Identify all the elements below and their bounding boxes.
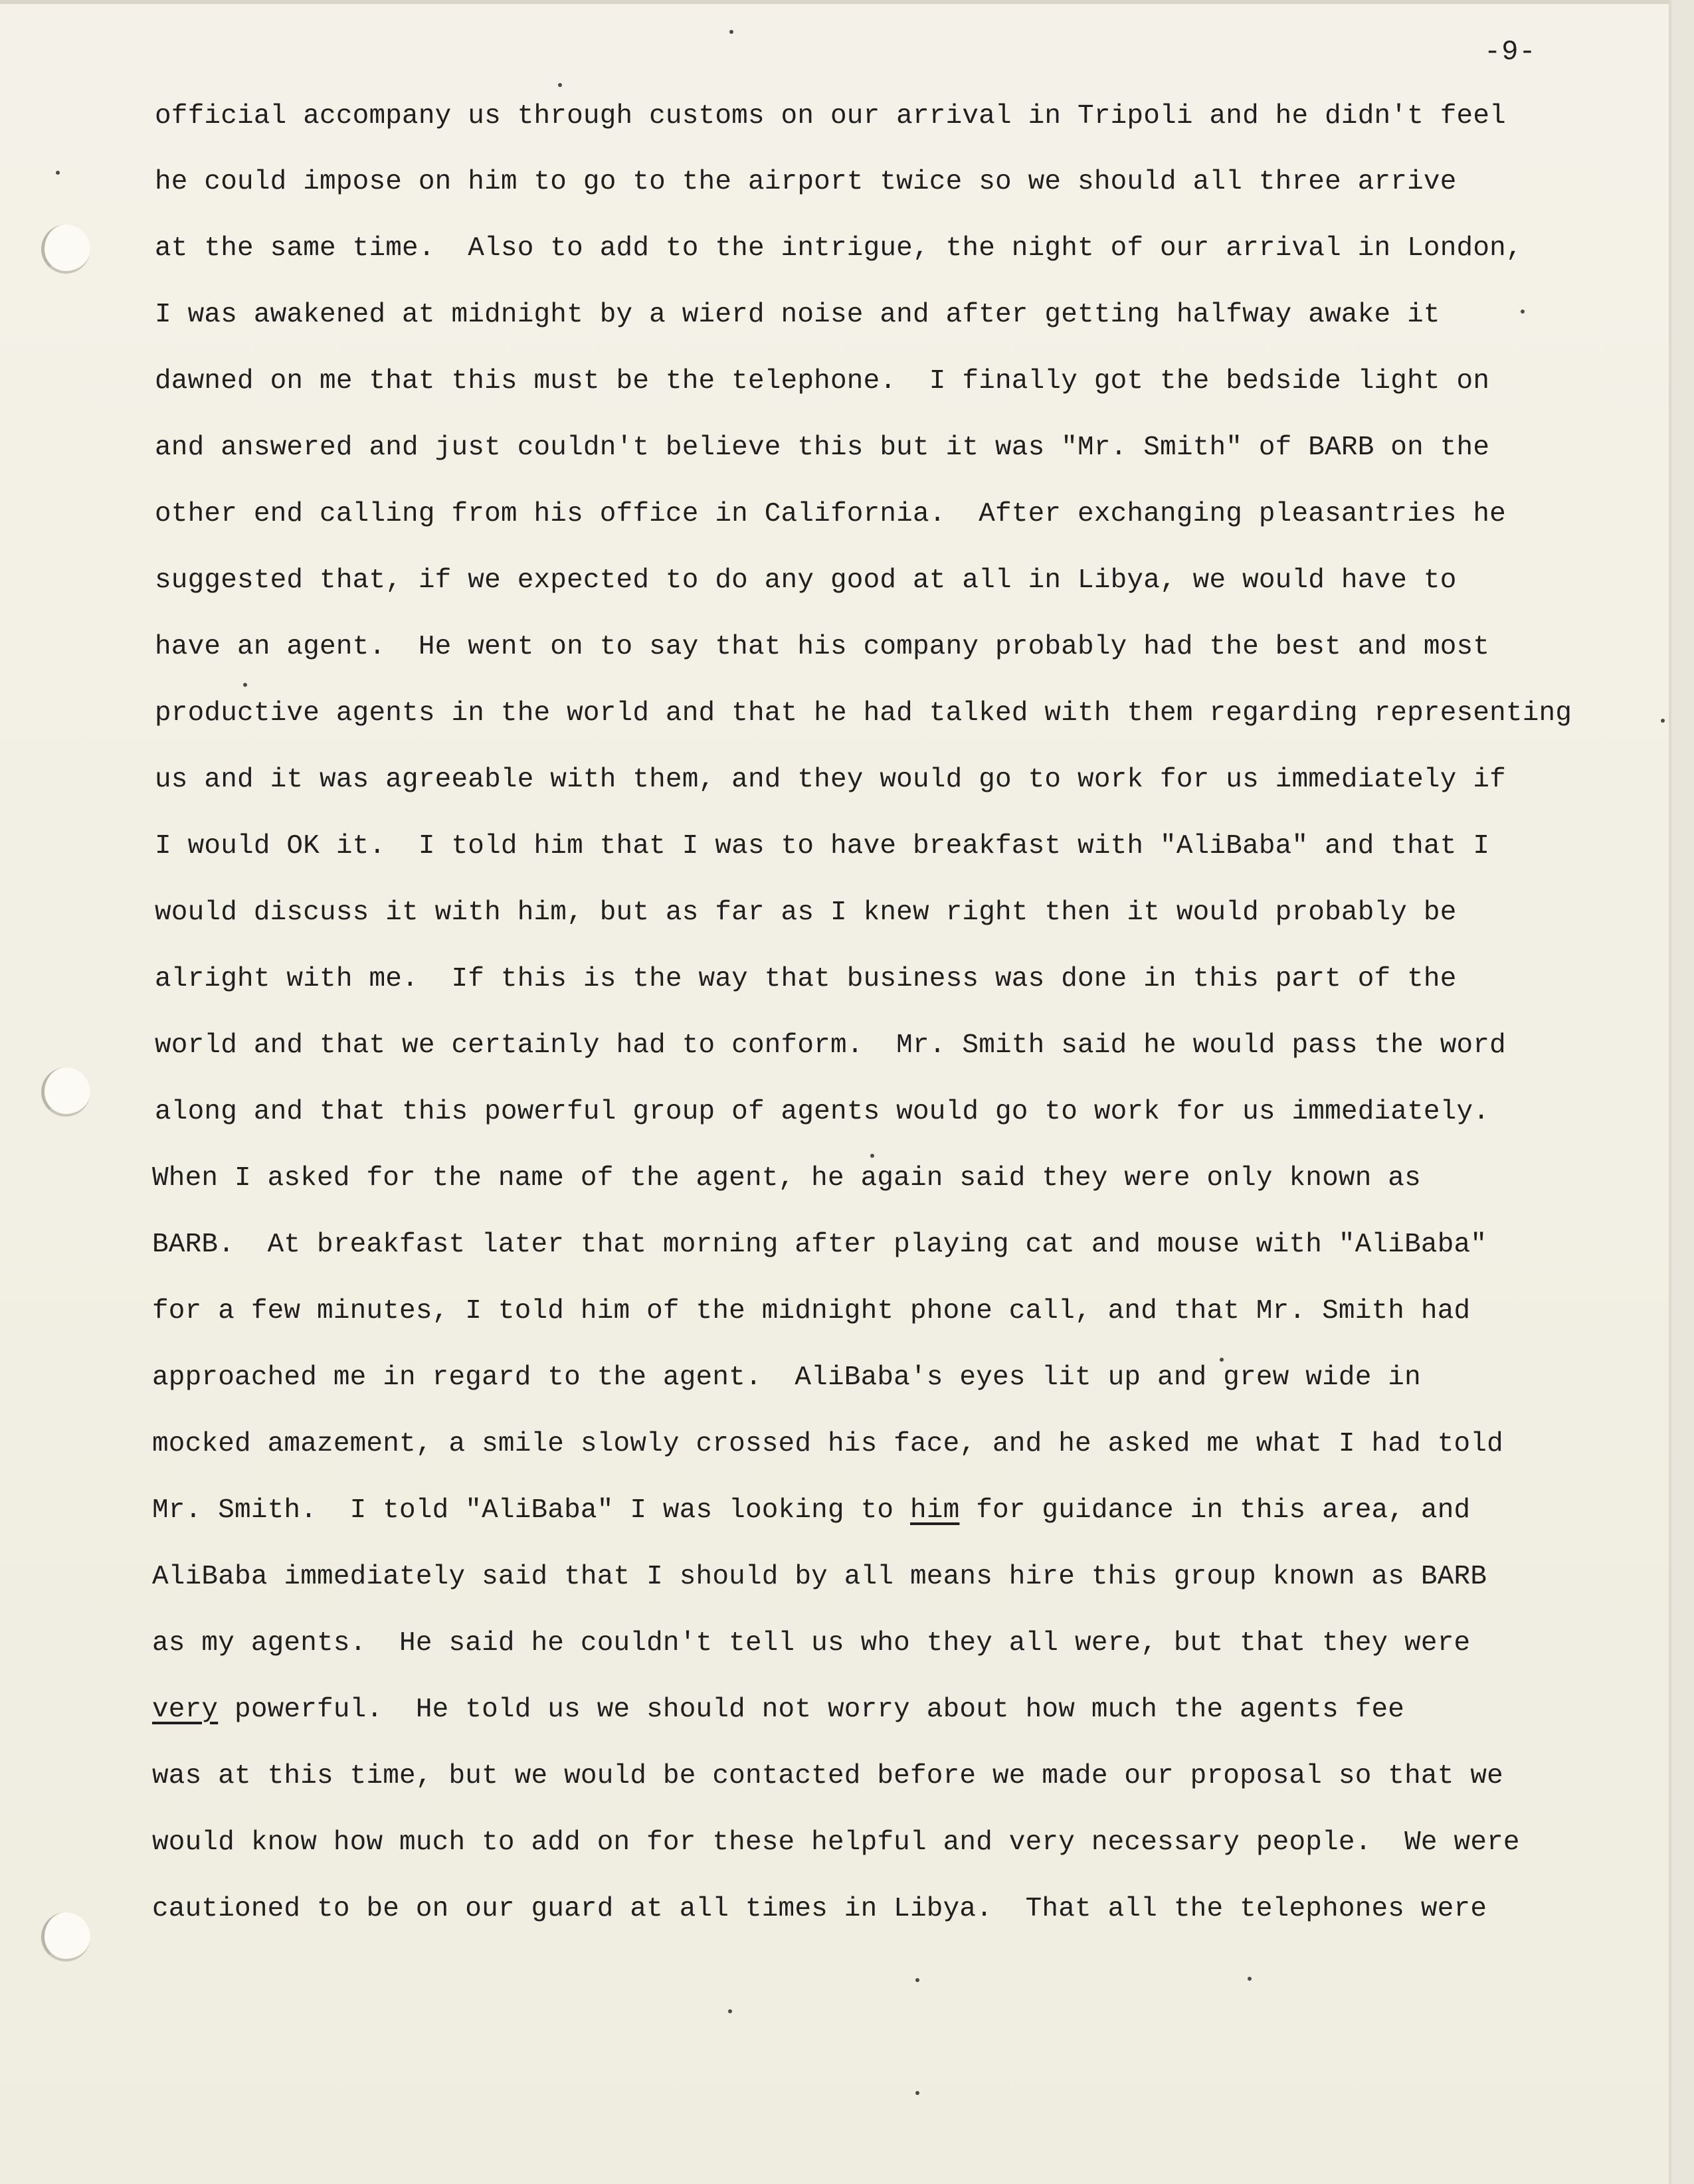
text-segment: for guidance in this area, and — [959, 1495, 1471, 1526]
paper-speck — [1220, 1358, 1224, 1362]
paper-speck — [243, 683, 247, 687]
text-line: have an agent. He went on to say that his company probably had the best and most — [155, 632, 1490, 662]
text-line: alright with me. If this is the way that business was done in this part of the — [155, 964, 1457, 994]
text-line: When I asked for the name of the agent, he again said they were only known as — [152, 1163, 1421, 1194]
paper-speck — [558, 83, 562, 87]
text-line: official accompany us through customs on our arrival in Tripoli and he didn't feel — [155, 101, 1506, 132]
text-line: other end calling from his office in California. After exchanging pleasantries he — [155, 499, 1506, 529]
paper-speck — [915, 1978, 919, 1982]
text-line: and answered and just couldn't believe this but it was "Mr. Smith" of BARB on the — [155, 432, 1490, 463]
text-segment: Mr. Smith. I told "AliBaba" I was looking to — [152, 1495, 910, 1526]
text-line: as my agents. He said he couldn't tell us who they all were, but that they were — [152, 1628, 1471, 1659]
text-line: BARB. At breakfast later that morning after playing cat and mouse with "AliBaba" — [152, 1229, 1487, 1260]
text-line: us and it was agreeable with them, and they would go to work for us immediately if — [155, 765, 1506, 795]
paper-speck — [870, 1154, 874, 1158]
text-line: mocked amazement, a smile slowly crossed his face, and he asked me what I had told — [152, 1429, 1503, 1459]
paper-speck — [56, 171, 60, 175]
text-line: would know how much to add on for these helpful and very necessary people. We were — [152, 1827, 1520, 1858]
text-line: AliBaba immediately said that I should by all means hire this group known as BARB — [152, 1562, 1487, 1592]
text-line: for a few minutes, I told him of the midnight phone call, and that Mr. Smith had — [152, 1296, 1471, 1326]
text-line: along and that this powerful group of agents would go to work for us immediately. — [155, 1097, 1490, 1127]
text-line: I was awakened at midnight by a wierd noise and after getting halfway awake it — [155, 300, 1440, 330]
text-line: he could impose on him to go to the airport twice so we should all three arrive — [155, 167, 1457, 197]
underlined-word: him — [909, 1495, 960, 1526]
text-segment: powerful. He told us we should not worry about how much the agents fee — [218, 1694, 1405, 1725]
text-line-with-underline — [152, 1494, 1470, 1527]
text-line: dawned on me that this must be the telephone. I finally got the bedside light on — [155, 366, 1490, 397]
text-line: would discuss it with him, but as far as I knew right then it would probably be — [155, 897, 1457, 928]
text-line: suggested that, if we expected to do any good at all in Libya, we would have to — [155, 565, 1457, 596]
paper-speck — [1248, 1977, 1252, 1981]
paper-speck — [1521, 310, 1525, 314]
text-line: cautioned to be on our guard at all times in Libya. That all the telephones were — [152, 1894, 1487, 1924]
paper-speck — [728, 2009, 732, 2013]
text-line: world and that we certainly had to conform. Mr. Smith said he would pass the word — [155, 1030, 1506, 1061]
text-line: productive agents in the world and that he had talked with them regarding representing — [155, 698, 1572, 729]
paper-speck — [915, 2091, 919, 2095]
text-line: approached me in regard to the agent. AliBaba's eyes lit up and grew wide in — [152, 1362, 1421, 1393]
text-line: was at this time, but we would be contacted before we made our proposal so that we — [152, 1761, 1503, 1791]
text-line: I would OK it. I told him that I was to have breakfast with "AliBaba" and that I — [155, 831, 1490, 862]
text-line-with-underline — [152, 1693, 1404, 1726]
text-line: at the same time. Also to add to the intrigue, the night of our arrival in London, — [155, 233, 1523, 264]
underlined-word: very — [152, 1694, 219, 1725]
page-number: -9- — [1484, 36, 1537, 68]
paper-speck — [1661, 719, 1665, 723]
paper-speck — [729, 30, 733, 34]
